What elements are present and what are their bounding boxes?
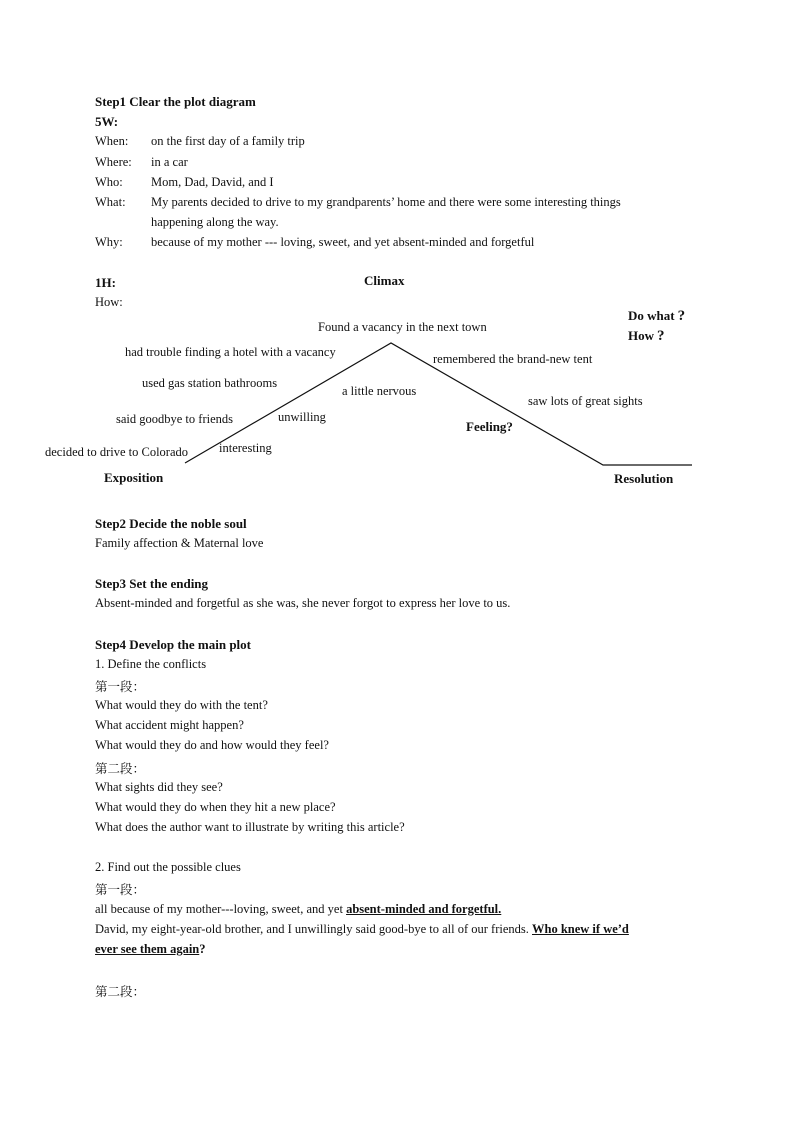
clue-para2-label: 第二段： (95, 985, 146, 999)
who-label: Who: (95, 175, 123, 189)
clue-line-1 (95, 902, 501, 917)
do-what-text: Do what (628, 308, 675, 323)
clue2-prefix: David, my eight-year-old brother, and I unwillingly said good-bye to all of our friends. (95, 922, 532, 936)
where-label: Where: (95, 155, 132, 169)
step4-heading: Step4 Develop the main plot (95, 637, 251, 652)
feeling-question: Feeling? (466, 419, 513, 434)
climax-label: Climax (364, 273, 405, 288)
do-what-label (628, 308, 685, 325)
clue-para1-label: 第一段： (95, 883, 146, 897)
question-sights: What sights did they see? (95, 780, 223, 794)
step3-text: Absent-minded and forgetful as she was, she never forgot to express her love to us. (95, 596, 511, 610)
clue2-end: ? (199, 942, 206, 956)
question-accident: What accident might happen? (95, 718, 244, 732)
one-h-label: 1H: (95, 275, 116, 290)
feeling-interesting: interesting (219, 441, 272, 455)
when-label: When: (95, 134, 129, 148)
step2-text: Family affection & Maternal love (95, 536, 264, 550)
where-value: in a car (151, 155, 188, 169)
how-question-mark: ? (657, 328, 665, 344)
clue-line-2 (95, 922, 629, 937)
what-label: What: (95, 195, 126, 209)
do-what-question-mark: ? (677, 308, 686, 324)
step3-heading: Step3 Set the ending (95, 576, 209, 591)
feeling-unwilling: unwilling (278, 410, 326, 424)
clue1-emphasis: absent-minded and forgetful. (346, 902, 502, 916)
clue1-prefix: all because of my mother---loving, sweet, and yet (95, 902, 347, 916)
event-found-vacancy: Found a vacancy in the next town (318, 320, 487, 334)
who-value: Mom, Dad, David, and I (151, 175, 274, 189)
question-new-place: What would they do when they hit a new place? (95, 800, 336, 814)
event-great-sights: saw lots of great sights (528, 394, 643, 408)
five-w-label: 5W: (95, 114, 119, 129)
resolution-label: Resolution (614, 471, 674, 486)
clue2-emphasis-b: ever see them again (95, 942, 200, 956)
question-do-feel: What would they do and how would they feel? (95, 738, 329, 752)
define-conflicts-heading: 1. Define the conflicts (95, 657, 207, 671)
clue-line-3 (95, 942, 206, 957)
why-value: because of my mother --- loving, sweet, and yet absent-minded and forgetful (151, 235, 535, 249)
event-goodbye-friends: said goodbye to friends (116, 412, 233, 426)
exposition-label: Exposition (104, 470, 164, 485)
event-drive-colorado: decided to drive to Colorado (45, 445, 189, 459)
how-label: How: (95, 295, 123, 309)
event-hotel-trouble: had trouble finding a hotel with a vacancy (125, 345, 336, 359)
question-tent: What would they do with the tent? (95, 698, 268, 712)
step2-heading: Step2 Decide the noble soul (95, 516, 247, 531)
event-gas-station: used gas station bathrooms (142, 376, 278, 390)
how-question-label (628, 328, 665, 345)
event-brand-new-tent: remembered the brand-new tent (433, 352, 593, 366)
step1-heading: Step1 Clear the plot diagram (95, 94, 256, 109)
clue2-emphasis-a: Who knew if we’d (532, 922, 629, 936)
why-label: Why: (95, 235, 123, 249)
how-text: How (628, 328, 654, 343)
para2-label: 第二段： (95, 762, 146, 776)
when-value: on the first day of a family trip (151, 134, 305, 148)
what-value-continued: happening along the way. (151, 215, 279, 229)
para1-label: 第一段： (95, 680, 146, 694)
question-illustrate: What does the author want to illustrate by writing this article? (95, 820, 405, 834)
feeling-nervous: a little nervous (342, 384, 417, 398)
find-clues-heading: 2. Find out the possible clues (95, 860, 241, 874)
what-value: My parents decided to drive to my grandparents’ home and there were some interesting things (151, 195, 621, 209)
